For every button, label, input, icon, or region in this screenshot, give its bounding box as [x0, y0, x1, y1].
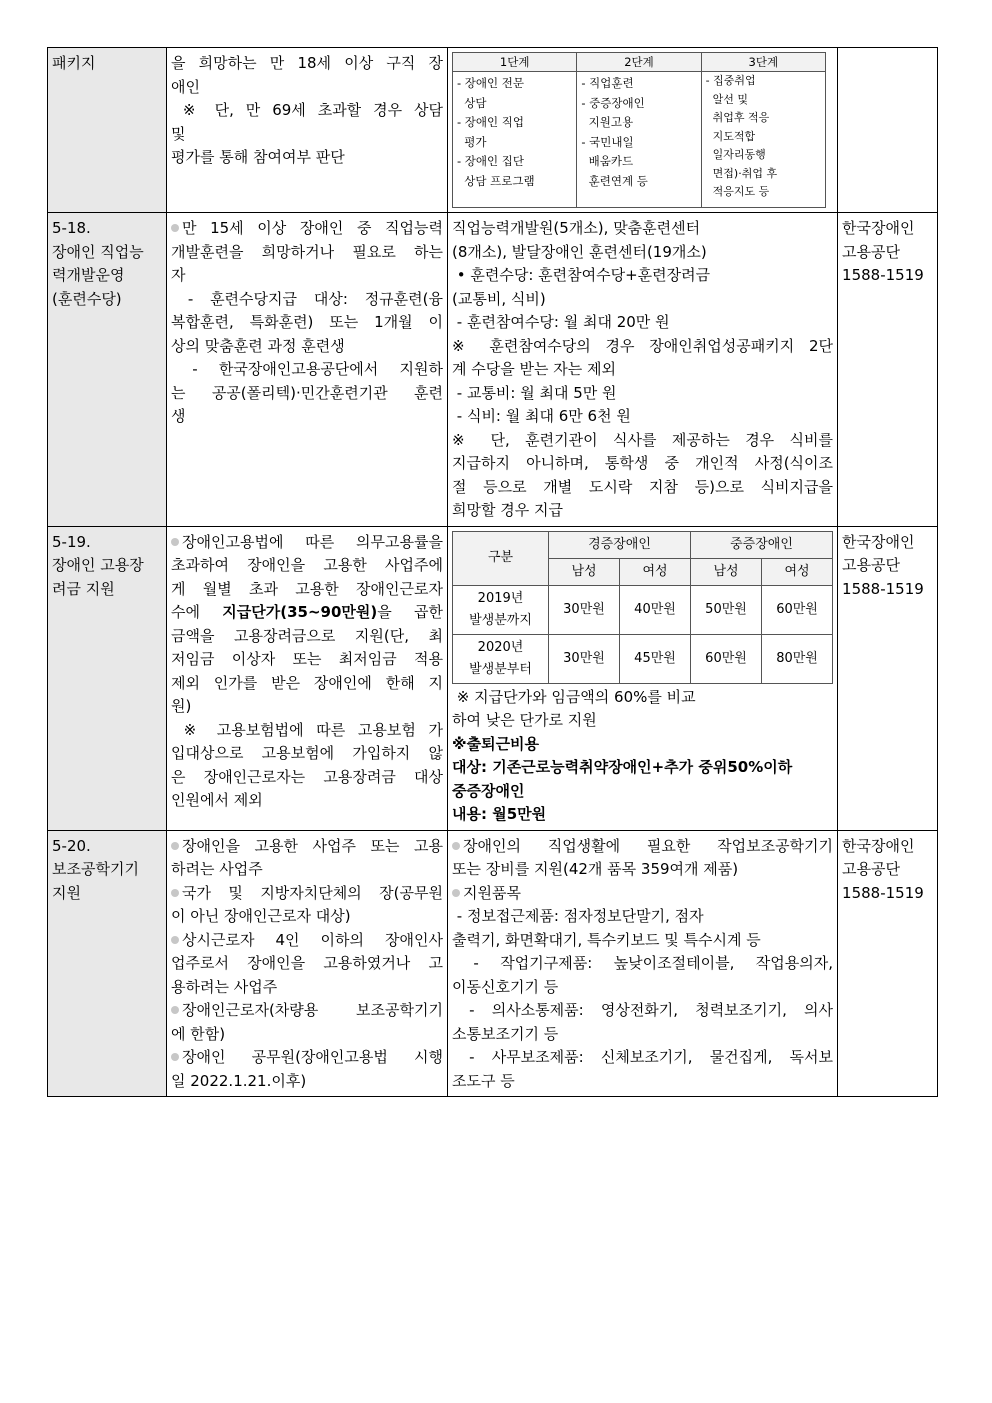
- content-line: 조도구 등: [452, 1071, 515, 1090]
- target-line: 및: [171, 124, 186, 143]
- subsidy-value: 50만원: [691, 585, 762, 634]
- content-line: 장애인의 직업생활에 필요한 작업보조공학기기: [452, 835, 833, 859]
- target-line: 는 공공(폴리텍)·민간훈련기관 훈련: [171, 383, 443, 402]
- stage-item: 상담: [457, 95, 487, 110]
- target-cell: [167, 526, 448, 830]
- target-line: 장애인 공무원(장애인고용법 시행: [171, 1046, 443, 1070]
- stage-item: 면접)·취업 후: [705, 166, 778, 180]
- stage-item: 일자리동행: [705, 148, 766, 161]
- target-line: 만 15세 이상 장애인 중 직업능력: [171, 217, 443, 241]
- target-line: 국가 및 지방자치단체의 장(공무원: [171, 882, 443, 906]
- subsidy-row-label: [453, 634, 549, 683]
- contact-line: 1588-1519: [842, 579, 924, 598]
- target-line: 저임금 이상자 또는 최저임금 적용: [171, 650, 443, 668]
- target-line: 장애인을 고용한 사업주 또는 고용: [171, 835, 443, 859]
- target-line: 은 장애인근로자는 고용장려금 대상: [171, 767, 443, 786]
- target-line: 용하려는 사업주: [171, 977, 278, 996]
- category-cell: [48, 830, 167, 1097]
- target-line: - 훈련수당지급 대상: 정규훈련(융: [171, 289, 443, 308]
- target-line: 을 희망하는 만 18세 이상 구직 장: [171, 54, 443, 72]
- stage-item: 지도적합: [705, 129, 756, 143]
- category-line: 력개발운영: [52, 266, 125, 284]
- subsidy-value: 60만원: [762, 585, 833, 634]
- content-line: - 사무보조제품: 신체보조기기, 물건집게, 독서보: [452, 1048, 834, 1066]
- category-line: 장애인 직업능: [52, 242, 144, 261]
- category-cell: [48, 48, 167, 213]
- stage-item: 상담 프로그램: [457, 173, 535, 188]
- target-line: 입대상으로 고용보험에 가입하지 않: [171, 744, 443, 762]
- target-line: 개발훈련을 희망하거나 필요로 하는: [171, 242, 443, 261]
- content-line: ※ 훈련참여수당의 경우 장애인취업성공패키지 2단: [452, 336, 834, 355]
- target-line: 상시근로자 4인 이하의 장애인사: [171, 929, 443, 953]
- subsidy-label-line: 발생분부터: [469, 661, 532, 677]
- table-row-5-19: [48, 526, 938, 830]
- category-line: 5-18.: [52, 219, 91, 237]
- content-line-bold: ※출퇴근비용: [452, 734, 540, 753]
- category-cell: [48, 526, 167, 830]
- contact-cell: [838, 213, 938, 527]
- target-line: 평가를 통해 참여여부 판단: [171, 148, 345, 166]
- contact-line: 고용공단: [842, 860, 900, 878]
- target-line: 업주로서 장애인을 고용하였거나 고: [171, 954, 443, 972]
- target-line: ※ 단, 만 69세 초과할 경우 상담: [171, 101, 443, 119]
- content-line-bold: 대상: 기존근로능력취약장애인+추가 중위50%이하: [452, 758, 793, 776]
- contact-line: 고용공단: [842, 242, 900, 261]
- subsidy-value: 40만원: [620, 585, 691, 634]
- content-line: - 교통비: 월 최대 5만 원: [452, 383, 617, 402]
- subsidy-label-line: 2020년: [477, 639, 524, 655]
- stage-item: - 직업훈련: [581, 76, 634, 90]
- stage-header-3: 3단계: [701, 53, 825, 72]
- stage-item: - 장애인 집단: [457, 154, 525, 168]
- target-line: 일 2022.1.21.이후): [171, 1071, 307, 1090]
- contact-line: 한국장애인: [842, 836, 915, 855]
- content-line: 출력기, 화면확대기, 특수키보드 및 특수시계 등: [452, 930, 761, 949]
- stage-item: 적응지도 등: [705, 185, 770, 198]
- stage-item: 배움카드: [581, 154, 634, 168]
- content-line: 이동신호기기 등: [452, 977, 559, 996]
- target-line: 자: [171, 266, 186, 284]
- target-line-rate: [171, 601, 443, 625]
- content-cell: [448, 48, 838, 213]
- content-line: • 훈련수당: 훈련참여수당+훈련장려금: [452, 266, 711, 284]
- subsidy-male: 남성: [549, 558, 620, 585]
- contact-line: 한국장애인: [842, 532, 915, 551]
- stage-table: [452, 52, 826, 208]
- stage-header-2: 2단계: [577, 53, 701, 72]
- subsidy-value: 45만원: [620, 634, 691, 683]
- target-cell: [167, 48, 448, 213]
- table-row-5-20: [48, 830, 938, 1097]
- stage-item: 알선 및: [705, 92, 749, 106]
- content-line: - 작업기구제품: 높낮이조절테이블, 작업용의자,: [452, 954, 834, 972]
- category-line: 려금 지원: [52, 579, 115, 598]
- contact-cell: [838, 830, 938, 1097]
- target-line: 원): [171, 697, 192, 715]
- target-line: 하려는 사업주: [171, 860, 263, 878]
- content-cell: [448, 830, 838, 1097]
- subsidy-value: 30만원: [549, 585, 620, 634]
- content-line: 계 수당을 받는 자는 제외: [452, 360, 616, 378]
- content-line: - 의사소통제품: 영상전화기, 청력보조기기, 의사: [452, 1001, 834, 1019]
- target-line: 장애인근로자(차량용 보조공학기기: [171, 999, 443, 1023]
- table-row-5-18: [48, 213, 938, 527]
- subsidy-row-label: [453, 585, 549, 634]
- target-line: 장애인고용법에 따른 의무고용률을: [171, 531, 443, 555]
- target-line: 생: [171, 407, 186, 425]
- stage-item: 취업후 적응: [705, 111, 770, 124]
- stage-item: 평가: [457, 134, 487, 149]
- subsidy-value: 30만원: [549, 634, 620, 683]
- contact-line: 고용공단: [842, 556, 900, 574]
- content-line: 절 등으로 개별 도시락 지참 등)으로 식비지급을: [452, 477, 834, 496]
- stage-item: 훈련연계 등: [581, 173, 648, 188]
- subsidy-group-mild: 경증장애인: [549, 531, 691, 558]
- target-line: 에 한함): [171, 1024, 226, 1043]
- content-line: 직업능력개발원(5개소), 맞춤훈련센터: [452, 219, 701, 237]
- contact-line: 한국장애인: [842, 219, 915, 237]
- content-line: - 정보접근제품: 점자정보단말기, 점자: [452, 907, 704, 925]
- target-line: 제외 인가를 받은 장애인에 한해 지: [171, 673, 443, 692]
- stage-col-3: [701, 72, 825, 208]
- subsidy-value: 80만원: [762, 634, 833, 683]
- benefits-table: [47, 47, 938, 1097]
- category-line: 장애인 고용장: [52, 556, 144, 574]
- subsidy-label-line: 발생분까지: [469, 612, 532, 628]
- target-cell: [167, 830, 448, 1097]
- target-line: 초과하여 장애인을 고용한 사업주에: [171, 556, 443, 574]
- content-line-bold: 내용: 월5만원: [452, 805, 547, 823]
- content-line: 소통보조기기 등: [452, 1024, 559, 1043]
- target-line: ※ 고용보험법에 따른 고용보험 가: [171, 720, 443, 739]
- contact-line: 1588-1519: [842, 883, 924, 902]
- content-line: 하여 낮은 단가로 지원: [452, 711, 597, 729]
- subsidy-female: 여성: [762, 558, 833, 585]
- content-line: 희망할 경우 지급: [452, 501, 563, 519]
- subsidy-row: [453, 585, 833, 634]
- subsidy-group-severe: 중증장애인: [691, 531, 833, 558]
- content-line: ※ 지급단가와 임금액의 60%를 비교: [452, 687, 696, 706]
- target-line: 금액을 고용장려금으로 지원(단, 최: [171, 626, 443, 645]
- content-cell: [448, 213, 838, 527]
- stage-item: - 중증장애인: [581, 95, 645, 110]
- target-line: 게 월별 초과 고용한 장애인근로자: [171, 579, 443, 598]
- target-line: 복합훈련, 특화훈련) 또는 1개월 이: [171, 313, 443, 331]
- content-line: 지원품목: [452, 882, 833, 906]
- subsidy-label-line: 2019년: [477, 590, 524, 606]
- target-cell: [167, 213, 448, 527]
- stage-col-1: [453, 72, 577, 208]
- content-line: 또는 장비를 지원(42개 품목 359여개 제품): [452, 860, 739, 878]
- category-line: 5-20.: [52, 836, 91, 855]
- contact-cell: [838, 48, 938, 213]
- target-line: 인원에서 제외: [171, 791, 263, 809]
- subsidy-row: [453, 634, 833, 683]
- category-line: 패키지: [52, 54, 96, 72]
- content-line: - 식비: 월 최대 6만 6천 원: [452, 407, 631, 425]
- content-line: ※ 단, 훈련기관이 식사를 제공하는 경우 식비를: [452, 430, 834, 449]
- content-line: - 훈련참여수당: 월 최대 20만 원: [452, 313, 670, 331]
- target-line: 애인: [171, 77, 200, 96]
- table-row-package: [48, 48, 938, 213]
- target-line: 이 아닌 장애인근로자 대상): [171, 907, 351, 925]
- subsidy-female: 여성: [620, 558, 691, 585]
- content-line: 지급하지 아니하며, 통학생 중 개인적 사정(식이조: [452, 454, 834, 472]
- subsidy-value: 60만원: [691, 634, 762, 683]
- stage-header-1: 1단계: [453, 53, 577, 72]
- rate-highlight: 지급단가(35~90만원): [222, 603, 378, 621]
- content-cell: [448, 526, 838, 830]
- subsidy-header: 구분: [453, 531, 549, 585]
- content-line: (8개소), 발달장애인 훈련센터(19개소): [452, 242, 707, 261]
- stage-item: - 집중취업: [705, 74, 756, 87]
- stage-item: 지원고용: [581, 115, 634, 129]
- subsidy-male: 남성: [691, 558, 762, 585]
- stage-col-2: [577, 72, 701, 208]
- text-fragment: 수에: [171, 603, 223, 621]
- category-line: 지원: [52, 883, 81, 902]
- contact-cell: [838, 526, 938, 830]
- stage-item: - 장애인 직업: [457, 115, 525, 129]
- content-line-bold: 중증장애인: [452, 781, 525, 800]
- target-line: - 한국장애인고용공단에서 지원하: [171, 360, 443, 378]
- stage-item: - 국민내일: [581, 134, 634, 149]
- content-line: (교통비, 식비): [452, 289, 546, 308]
- category-line: 5-19.: [52, 532, 91, 551]
- category-line: (훈련수당): [52, 289, 122, 308]
- subsidy-table: [452, 531, 833, 684]
- contact-line: 1588-1519: [842, 266, 924, 284]
- stage-item: - 장애인 전문: [457, 76, 525, 90]
- category-line: 보조공학기기: [52, 860, 139, 878]
- text-fragment: 을 곱한: [377, 603, 443, 621]
- category-cell: [48, 213, 167, 527]
- target-line: 상의 맞춤훈련 과정 훈련생: [171, 336, 345, 355]
